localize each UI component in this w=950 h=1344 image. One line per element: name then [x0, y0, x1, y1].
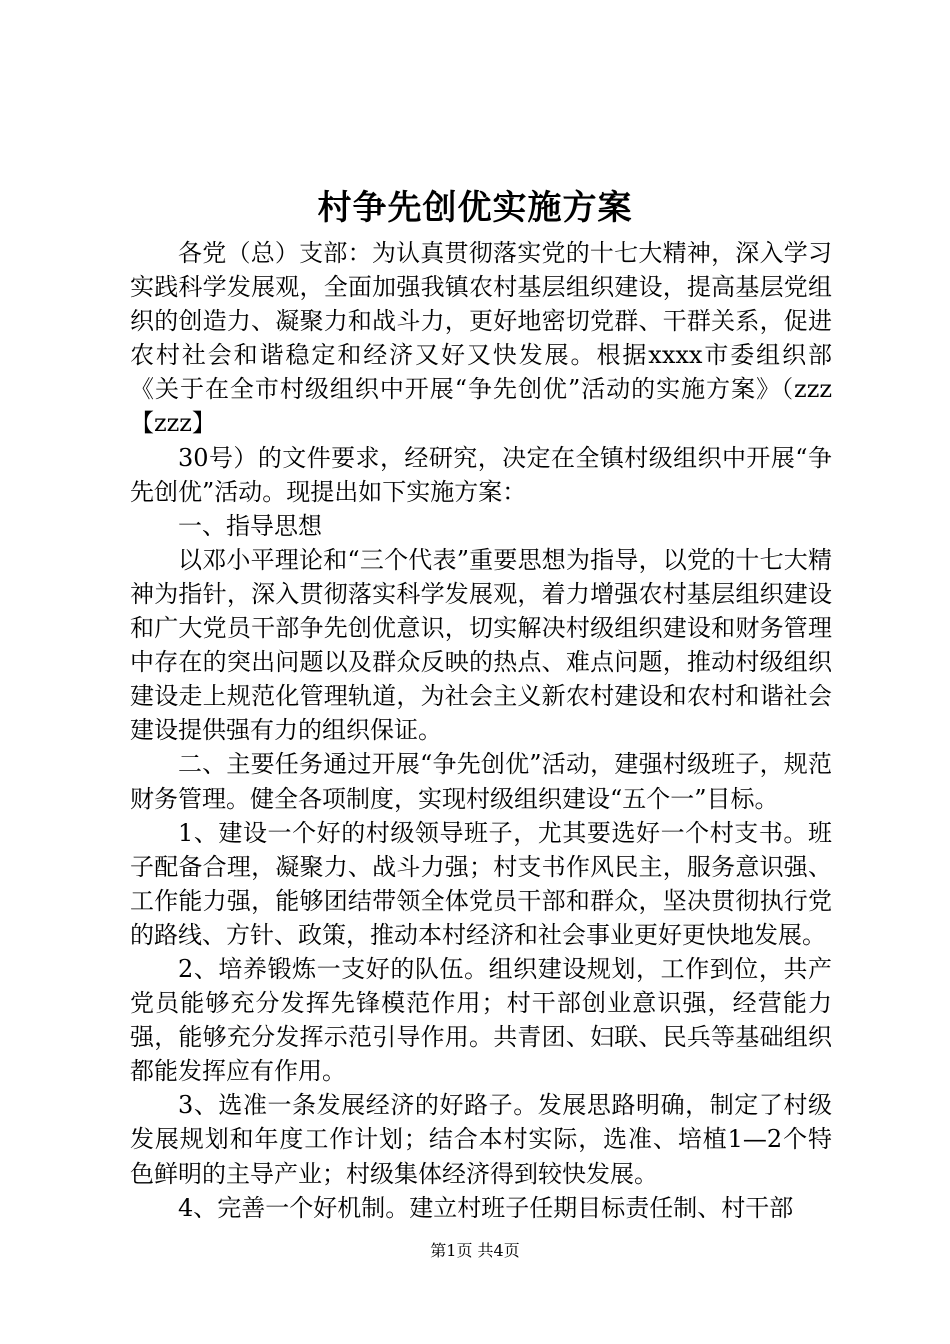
paragraph-guiding-ideology: 以邓小平理论和“三个代表”重要思想为指导，以党的十七大精神为指针，深入贯彻落实科学发展观，着力增强农村基层组织建设和广大党员干部争先创优意识，切实解决村级组织建设和财务管理中存在的突出问题以及群众反映的热点、难点问题，推动村级组织建设走上规范化管理轨道，为社会主义新农村建设和农村和谐社会建设提供强有力的组织保证。: [130, 545, 832, 745]
paragraph-intro-continued: 30号）的文件要求，经研究，决定在全镇村级组织中开展“争先创优”活动。现提出如下实施方案：: [130, 443, 832, 506]
paragraph-item-3: 3、选准一条发展经济的好路子。发展思路明确，制定了村级发展规划和年度工作计划；结合本村实际，选准、培植1—2个特色鲜明的主导产业；村级集体经济得到较快发展。: [130, 1091, 832, 1188]
page-footer: 第1页 共4页: [430, 1241, 520, 1260]
section-heading-guiding-ideology: 一、指导思想: [178, 511, 322, 540]
paragraph-main-tasks: 二、主要任务通过开展“争先创优”活动，建强村级班子，规范财务管理。健全各项制度，实现村级组织建设“五个一”目标。: [130, 750, 832, 813]
document-body: [130, 236, 832, 1225]
paragraph-item-4: 4、完善一个好机制。建立村班子任期目标责任制、村干部: [178, 1193, 794, 1222]
paragraph-item-2: 2、培养锻炼一支好的队伍。组织建设规划，工作到位，共产党员能够充分发挥先锋模范作用；村干部创业意识强，经营能力强，能够充分发挥示范引导作用。共青团、妇联、民兵等基础组织都能发挥应有作用。: [130, 954, 832, 1086]
paragraph-item-1: 1、建设一个好的村级领导班子，尤其要选好一个村支书。班子配备合理，凝聚力、战斗力强；村支书作风民主，服务意识强、工作能力强，能够团结带领全体党员干部和群众，坚决贯彻执行党的路线、方针、政策，推动本村经济和社会事业更好更快地发展。: [130, 818, 832, 949]
paragraph-intro: 各党（总）支部：为认真贯彻落实党的十七大精神，深入学习实践科学发展观，全面加强我镇农村基层组织建设，提高基层党组织的创造力、凝聚力和战斗力，更好地密切党群、干群关系，促进农村社会和谐稳定和经济又好又快发展。根据xxxx市委组织部《关于在全市村级组织中开展“争先创优”活动的实施方案》（zzz【zzz】: [130, 239, 832, 438]
document-title: 村争先创优实施方案: [317, 188, 633, 228]
